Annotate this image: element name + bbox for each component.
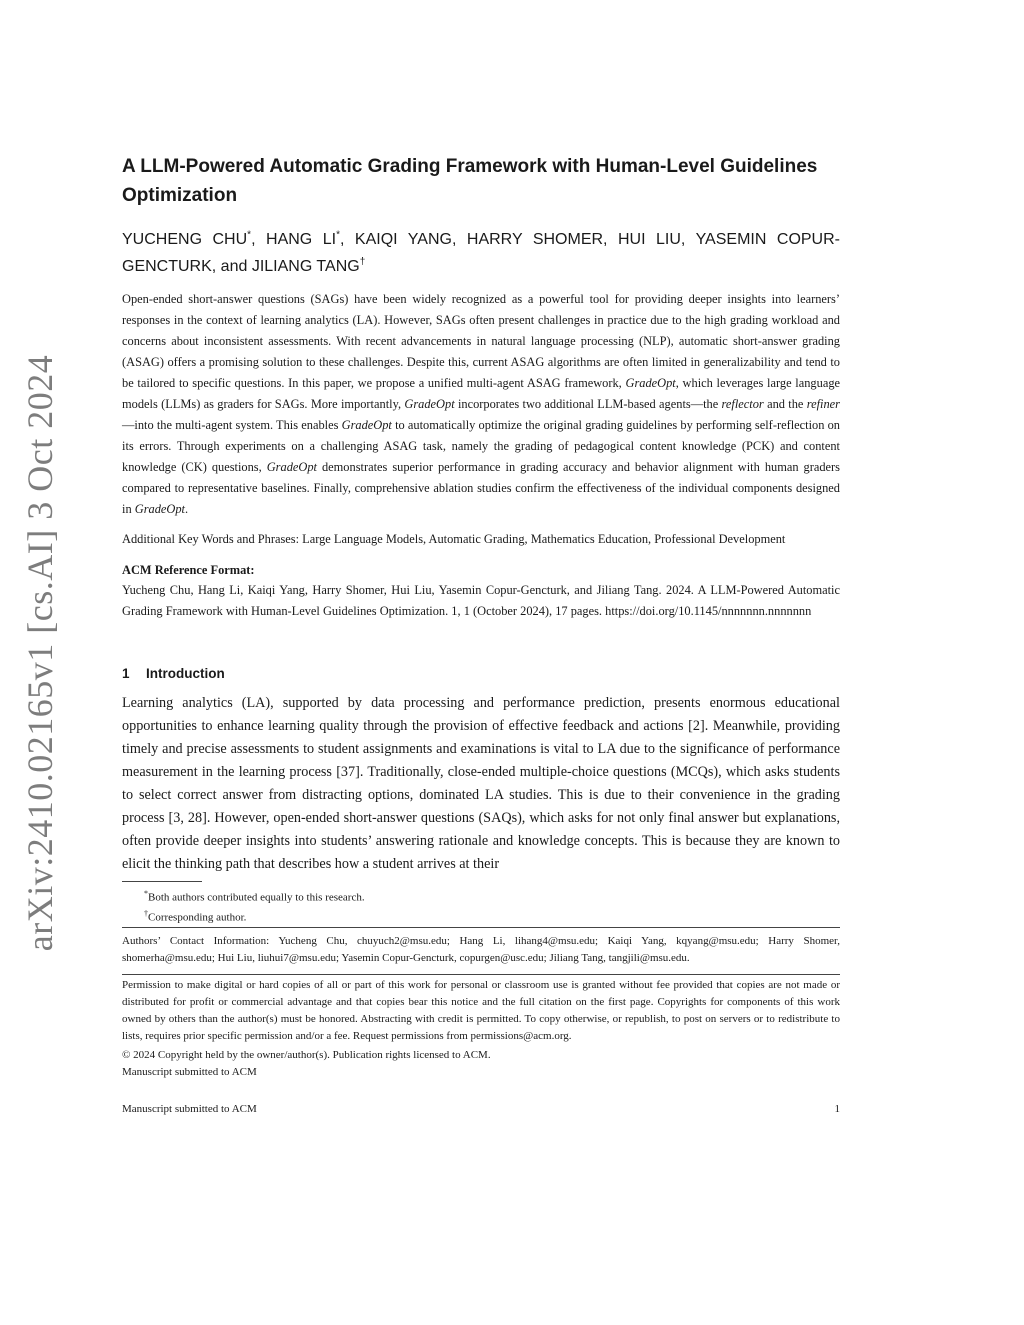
permission-notice: Permission to make digital or hard copies of all or part of this work for personal or classroom use is granted without fee provided that copies are not made or distributed for profit or commercial advantage and that copies bear this notice and the full citation on the first page. Copyrights for components of this work owned by others than the author(s) must be honored. Abstracting with credit is permitted. To copy otherwise, or republish, to post on servers or to redistribute to lists, requires prior specific permission and/or a fee. Request permissions from permissions@acm.org. bbox=[122, 979, 840, 1042]
abstract-text: demonstrates superior performance in grading accuracy and behavior alignment with human graders compared to representative baselines. Finally, comprehensive ablation studies confirm the effectiveness of the individual components designed in bbox=[122, 460, 840, 516]
framework-name: GradeOpt bbox=[266, 460, 317, 474]
framework-name: GradeOpt bbox=[404, 397, 455, 411]
agent-name-refiner: refiner bbox=[806, 397, 840, 411]
abstract-text: . bbox=[185, 502, 189, 516]
footnote-mark: † bbox=[144, 908, 148, 918]
framework-name: GradeOpt bbox=[134, 502, 185, 516]
corresponding-author-mark: † bbox=[359, 256, 366, 268]
arxiv-identifier: arXiv:2410.02165v1 [cs.AI] 3 Oct 2024 bbox=[20, 354, 60, 952]
abstract-text: and the bbox=[763, 397, 807, 411]
keywords: Additional Key Words and Phrases: Large Language Models, Automatic Grading, Mathematics Education, Professional Development bbox=[122, 532, 786, 546]
section-heading-introduction bbox=[122, 664, 225, 684]
section-title: Introduction bbox=[146, 666, 225, 681]
footnote-text: Corresponding author. bbox=[148, 911, 247, 924]
footnote-divider bbox=[122, 881, 202, 882]
acm-reference-heading: ACM Reference Format: bbox=[122, 563, 255, 577]
page-number: 1 bbox=[834, 1103, 840, 1115]
copyright-notice: © 2024 Copyright held by the owner/author(s). Publication rights licensed to ACM. bbox=[122, 1049, 491, 1061]
paper-title: A LLM-Powered Automatic Grading Framework with Human-Level Guidelines Optimization bbox=[122, 156, 818, 206]
abstract-text: , which leverages large language models (LLMs) as graders for SAGs. More importantly, bbox=[122, 376, 841, 411]
footnote-corresponding bbox=[144, 906, 840, 926]
author-contact-info: Authors’ Contact Information: Yucheng Chu, chuyuch2@msu.edu; Hang Li, lihang4@msu.edu; Kaiqi Yang, kqyang@msu.edu; Harry Shomer, shomerha@msu.edu; Hui Liu, liuhui7@msu.edu; Yasemin Copur-Gencturk, copurgen@usc.edu; Jiliang Tang, tangjili@msu.edu. bbox=[122, 935, 840, 964]
author-separator: , bbox=[251, 231, 267, 248]
manuscript-note: Manuscript submitted to ACM bbox=[122, 1066, 257, 1078]
permission-divider bbox=[122, 974, 840, 975]
framework-name: GradeOpt bbox=[625, 376, 676, 390]
footnote-equal-contribution bbox=[144, 886, 840, 906]
equal-contribution-mark: * bbox=[247, 229, 252, 241]
equal-contribution-mark-2: * bbox=[336, 229, 340, 241]
page-footer-left: Manuscript submitted to ACM bbox=[122, 1103, 257, 1115]
abstract-text: to automatically optimize the original grading guidelines by performing self-reflection on its errors. Through experiments on a challenging ASAG task, namely the grading of pedagogical content knowledge (PCK) and content knowledge (CK) questions, bbox=[122, 418, 841, 474]
abstract-text: Open-ended short-answer questions (SAGs) have been widely recognized as a powerful tool for providing deeper insights into learners’ responses in the context of learning analytics (LA). However, SAGs often present challenges in practice due to the high grading workload and concerns about inconsistent assessments. With recent advancements in natural language processing (NLP), automatic short-answer grading (ASAG) offers a promising solution to these challenges. Despite this, current ASAG algorithms are often limited in generalizability and tend to be tailored to specific questions. In this paper, we propose a unified multi-agent ASAG framework, bbox=[122, 292, 840, 390]
abstract-text: —into the multi-agent system. This enables bbox=[122, 418, 342, 432]
author-1: YUCHENG CHU bbox=[122, 231, 248, 248]
remaining-authors: , KAIQI YANG, HARRY SHOMER, HUI LIU, YASEMIN COPUR-GENCTURK, and JILIANG TANG bbox=[122, 231, 840, 275]
abstract-text: incorporates two additional LLM-based agents—the bbox=[454, 397, 722, 411]
author-2: HANG LI bbox=[266, 231, 337, 248]
author-list bbox=[122, 226, 840, 280]
framework-name: GradeOpt bbox=[341, 418, 392, 432]
section-number: 1 bbox=[122, 666, 130, 681]
footnote-mark: * bbox=[144, 889, 148, 898]
contact-divider bbox=[122, 927, 840, 928]
abstract bbox=[122, 289, 840, 520]
introduction-paragraph: Learning analytics (LA), supported by data processing and performance prediction, presents enormous educational opportunities to enhance learning quality through the provision of effective feedback and actions [2]. Meanwhile, providing timely and precise assessments to student assignments and examinations is vital to LA due to the significance of performance measurement in the learning process [37]. Traditionally, close-ended multiple-choice questions (MCQs), which asks students to select correct answer from distracting options, dominated LA studies. This is due to their convenience in the grading process [3, 28]. However, open-ended short-answer questions (SAQs), which asks for not only final answer but explanations, often provide deeper insights into students’ answering rationale and knowledge concepts. This is because they are known to elicit the thinking path that describes how a student arrives at their bbox=[122, 695, 840, 872]
arxiv-sidebar-stamp bbox=[12, 354, 68, 952]
agent-name-reflector: reflector bbox=[721, 397, 764, 411]
footnotes bbox=[144, 886, 840, 925]
acm-reference-text: Yucheng Chu, Hang Li, Kaiqi Yang, Harry Shomer, Hui Liu, Yasemin Copur-Gencturk, and Jiliang Tang. 2024. A LLM-Powered Automatic Grading Framework with Human-Level Guidelines Optimization. 1, 1 (October 2024), 17 pages. https://doi.org/10.1145/nnnnnnn.nnnnnnn bbox=[122, 583, 840, 618]
footnote-text: Both authors contributed equally to this research. bbox=[148, 891, 365, 904]
